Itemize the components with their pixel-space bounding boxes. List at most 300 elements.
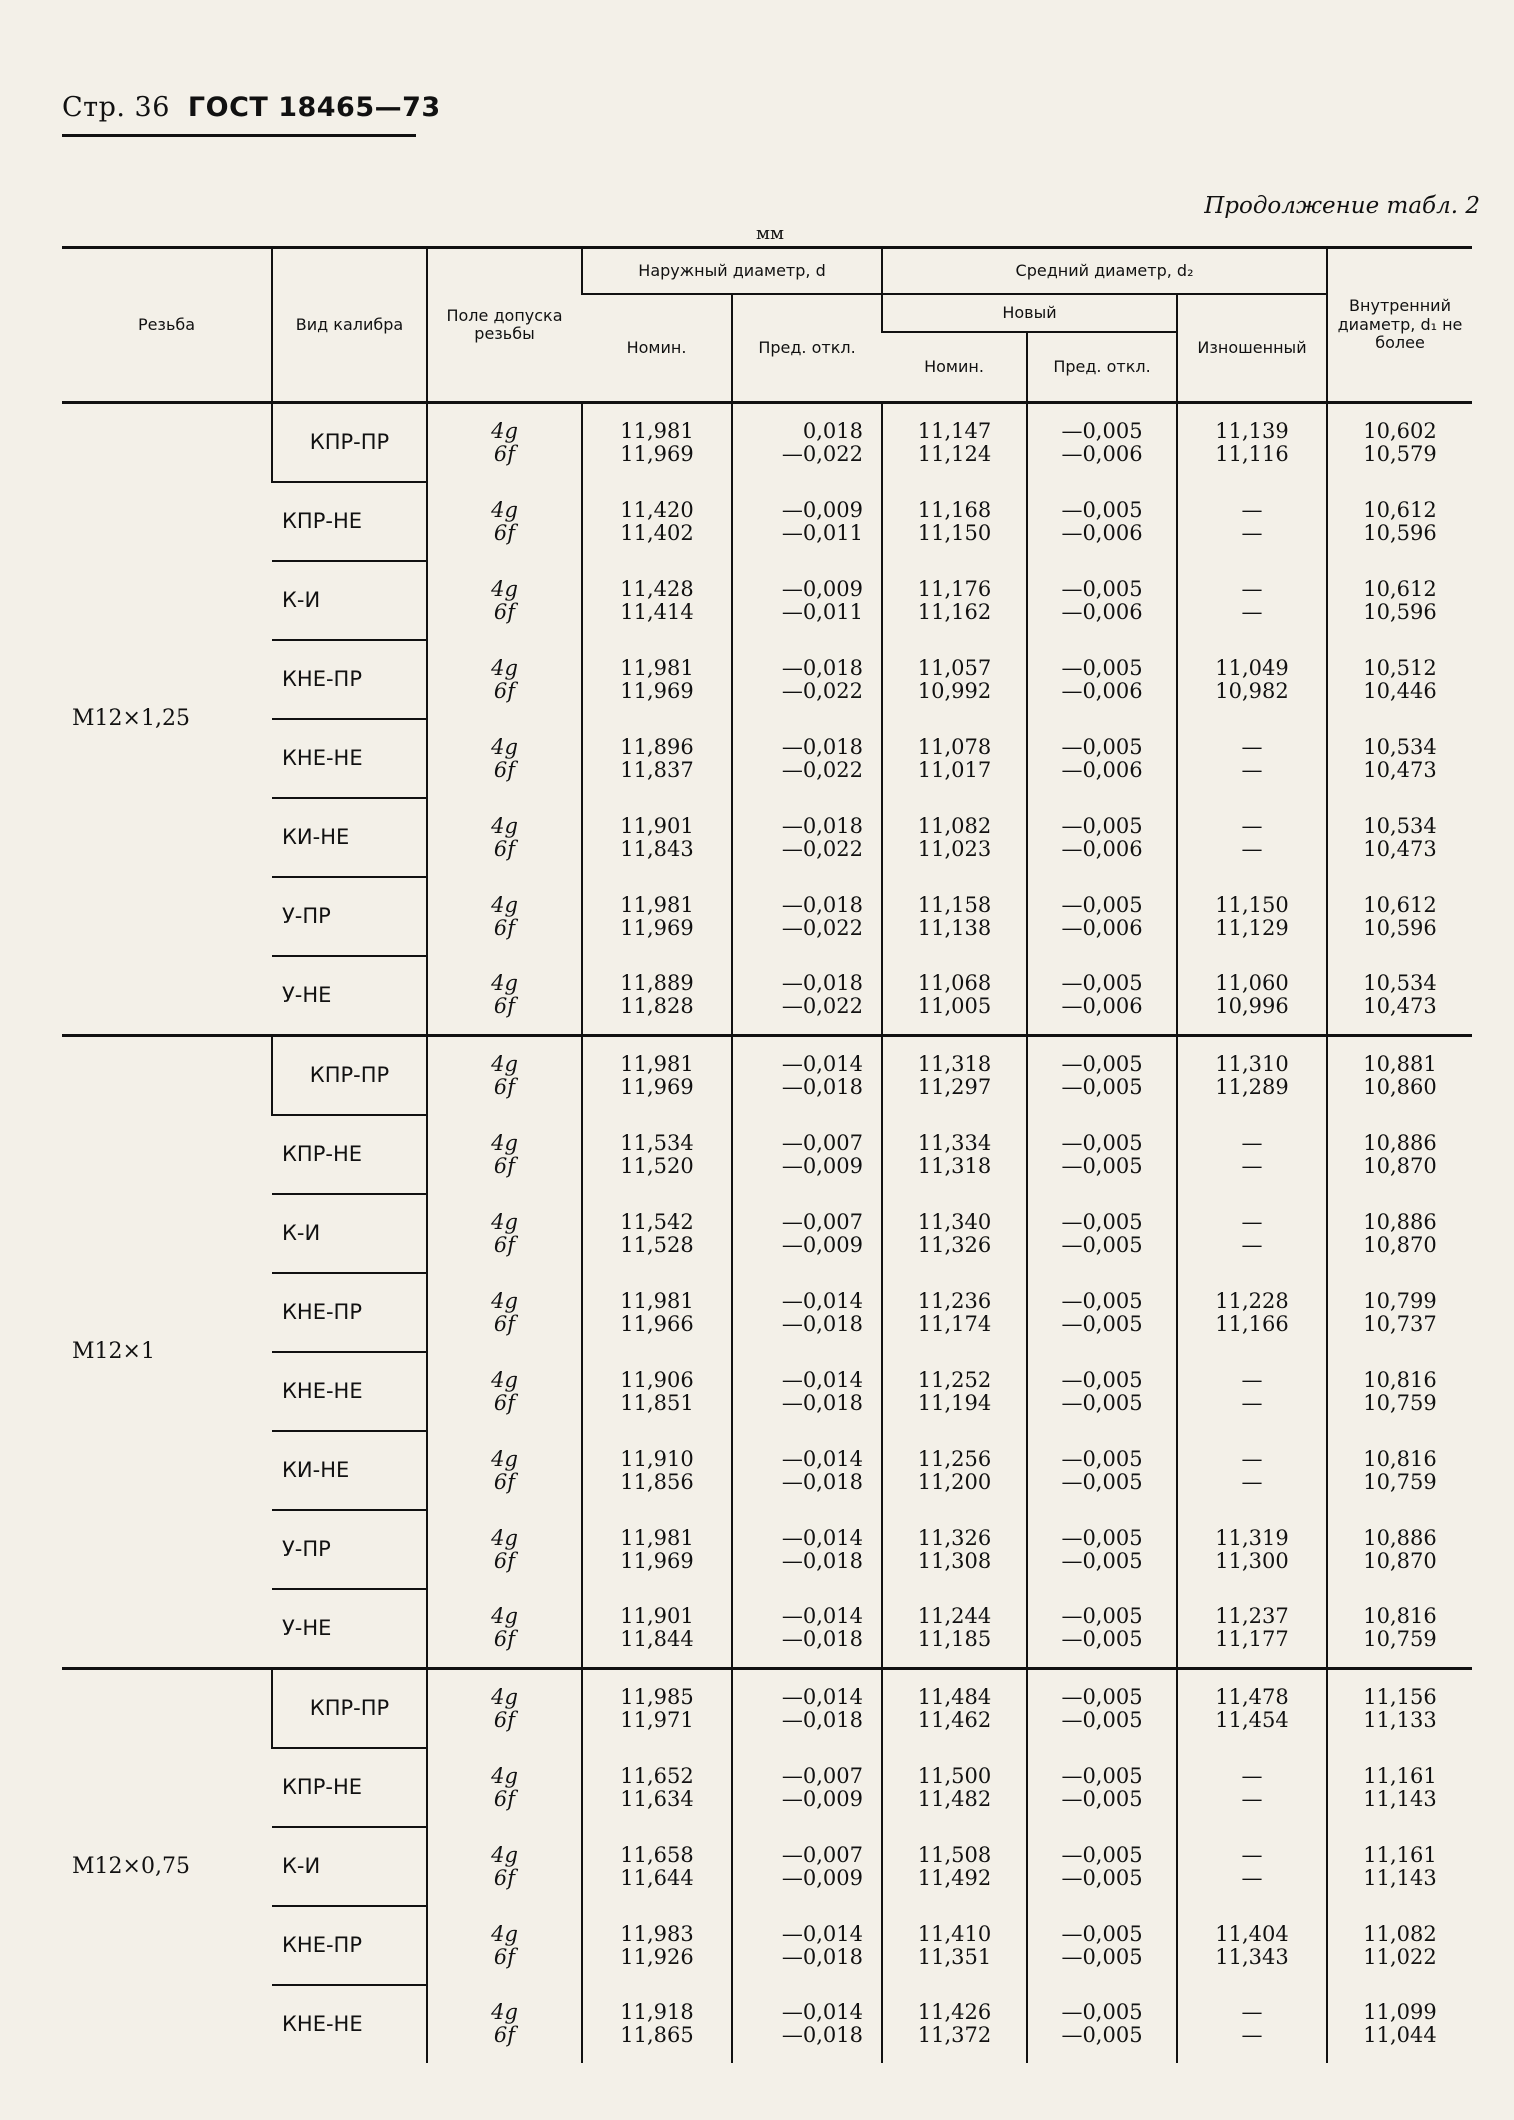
outer-deviation-upper: —0,007 (781, 1763, 863, 1788)
mid-deviation-lower: —0,005 (1061, 2023, 1143, 2047)
mid-nominal-cell (882, 1431, 1027, 1510)
worn-diameter-upper: 11,404 (1215, 1921, 1289, 1946)
mid-nominal-cell (882, 1194, 1027, 1273)
header-outer-diameter: Наружный диаметр, d (582, 248, 882, 295)
worn-diameter-upper: 11,478 (1215, 1685, 1289, 1710)
outer-nominal-cell (582, 482, 732, 561)
mid-nominal-upper: 11,244 (917, 1604, 992, 1629)
outer-deviation-lower: —0,018 (781, 1390, 863, 1415)
tolerance-field-lower: 6f (493, 599, 516, 624)
gauge-type-cell: КНЕ-ПР (272, 1906, 427, 1985)
tolerance-field-cell (427, 1985, 582, 2063)
mid-nominal-cell (882, 1273, 1027, 1352)
page-number: Стр. 36 (62, 92, 170, 123)
outer-deviation-lower: —0,022 (781, 994, 863, 1018)
inner-diameter-lower: 11,044 (1363, 2023, 1437, 2047)
mid-deviation-cell (1027, 1589, 1177, 1669)
inner-diameter-upper: 10,534 (1363, 734, 1437, 759)
outer-nominal-upper: 11,896 (620, 734, 694, 759)
mid-nominal-cell (882, 403, 1027, 483)
worn-diameter-cell (1177, 1510, 1327, 1589)
mid-deviation-upper: —0,005 (1061, 1367, 1143, 1392)
mid-deviation-lower: —0,006 (1061, 915, 1143, 940)
inner-diameter-lower: 10,473 (1363, 757, 1437, 782)
worn-diameter-upper: — (1241, 1446, 1263, 1471)
worn-diameter-upper: 11,237 (1215, 1604, 1289, 1629)
worn-diameter-lower: 11,289 (1215, 1075, 1289, 1099)
worn-diameter-upper: — (1241, 1209, 1263, 1234)
outer-nominal-upper: 11,981 (620, 1288, 694, 1313)
gauge-type-cell: КПР-ПР (272, 403, 427, 483)
mid-deviation-lower: —0,006 (1061, 994, 1143, 1018)
mid-nominal-upper: 11,147 (917, 419, 992, 444)
worn-diameter-lower: 10,982 (1215, 678, 1289, 703)
mid-deviation-cell (1027, 640, 1177, 719)
mid-nominal-upper: 11,508 (917, 1842, 992, 1867)
mid-nominal-cell (882, 877, 1027, 956)
inner-diameter-cell (1327, 1906, 1472, 1985)
mid-deviation-cell (1027, 1194, 1177, 1273)
outer-deviation-cell (732, 1036, 882, 1116)
gauge-type-cell: КПР-НЕ (272, 1748, 427, 1827)
tolerance-field-upper: 4g (491, 1685, 518, 1710)
tolerance-field-lower: 6f (493, 1627, 516, 1651)
inner-diameter-cell (1327, 798, 1472, 877)
tolerance-field-upper: 4g (491, 1763, 518, 1788)
mid-deviation-upper: —0,005 (1061, 655, 1143, 680)
worn-diameter-lower: — (1241, 599, 1263, 624)
worn-diameter-cell (1177, 1906, 1327, 1985)
outer-deviation-lower: —0,009 (781, 1786, 863, 1811)
inner-diameter-upper: 10,881 (1363, 1052, 1437, 1077)
mid-deviation-upper: —0,005 (1061, 2000, 1143, 2025)
mid-deviation-cell (1027, 1669, 1177, 1749)
worn-diameter-lower: — (1241, 520, 1263, 545)
outer-deviation-cell (732, 403, 882, 483)
outer-deviation-upper: —0,018 (781, 655, 863, 680)
tolerance-field-lower: 6f (493, 757, 516, 782)
worn-diameter-cell (1177, 1036, 1327, 1116)
worn-diameter-upper: — (1241, 734, 1263, 759)
mid-nominal-cell (882, 1352, 1027, 1431)
gauge-type-cell: К-И (272, 561, 427, 640)
tolerance-field-lower: 6f (493, 678, 516, 703)
mid-nominal-cell (882, 1589, 1027, 1669)
inner-diameter-cell (1327, 1748, 1472, 1827)
mid-nominal-lower: 11,297 (917, 1075, 992, 1099)
outer-deviation-upper: 0,018 (802, 419, 863, 444)
inner-diameter-cell (1327, 482, 1472, 561)
mid-nominal-cell (882, 1748, 1027, 1827)
tolerance-field-lower: 6f (493, 1944, 516, 1969)
outer-deviation-cell (732, 482, 882, 561)
mid-deviation-cell (1027, 1115, 1177, 1194)
mid-nominal-cell (882, 956, 1027, 1036)
tolerance-field-lower: 6f (493, 1786, 516, 1811)
outer-deviation-lower: —0,011 (781, 520, 863, 545)
tolerance-field-cell (427, 719, 582, 798)
outer-deviation-cell (732, 1431, 882, 1510)
inner-diameter-cell (1327, 640, 1472, 719)
mid-nominal-upper: 11,484 (917, 1685, 992, 1710)
worn-diameter-upper: 11,310 (1215, 1052, 1289, 1077)
worn-diameter-lower: 11,129 (1215, 915, 1289, 940)
tolerance-field-upper: 4g (491, 497, 518, 522)
mid-deviation-upper: —0,005 (1061, 1763, 1143, 1788)
outer-nominal-upper: 11,910 (620, 1446, 694, 1471)
inner-diameter-lower: 11,143 (1363, 1786, 1437, 1811)
mid-nominal-lower: 11,326 (917, 1232, 992, 1257)
mid-deviation-upper: —0,005 (1061, 1130, 1143, 1155)
worn-diameter-lower: — (1241, 1469, 1263, 1494)
tolerance-field-lower: 6f (493, 1153, 516, 1178)
worn-diameter-cell (1177, 1194, 1327, 1273)
header-field: Поле допуска резьбы (427, 248, 582, 403)
outer-deviation-upper: —0,014 (781, 2000, 863, 2025)
tolerance-field-upper: 4g (491, 1921, 518, 1946)
header-thread: Резьба (62, 248, 272, 403)
mid-deviation-cell (1027, 1036, 1177, 1116)
tolerance-field-upper: 4g (491, 1052, 518, 1077)
mid-nominal-lower: 11,162 (917, 599, 992, 624)
inner-diameter-lower: 10,473 (1363, 994, 1437, 1018)
mid-nominal-upper: 11,176 (917, 576, 992, 601)
inner-diameter-lower: 10,870 (1363, 1153, 1437, 1178)
tolerance-field-upper: 4g (491, 1842, 518, 1867)
inner-diameter-lower: 11,143 (1363, 1865, 1437, 1890)
worn-diameter-cell (1177, 1115, 1327, 1194)
outer-deviation-cell (732, 1985, 882, 2063)
worn-diameter-lower: — (1241, 836, 1263, 861)
inner-diameter-cell (1327, 877, 1472, 956)
mid-nominal-lower: 11,017 (917, 757, 992, 782)
mid-nominal-upper: 11,057 (917, 655, 992, 680)
worn-diameter-lower: 11,454 (1215, 1708, 1289, 1732)
inner-diameter-lower: 10,860 (1363, 1075, 1437, 1099)
outer-deviation-lower: —0,018 (781, 1469, 863, 1494)
mid-deviation-lower: —0,005 (1061, 1786, 1143, 1811)
inner-diameter-cell (1327, 1985, 1472, 2063)
outer-deviation-upper: —0,014 (781, 1685, 863, 1710)
outer-deviation-upper: —0,018 (781, 892, 863, 917)
mid-deviation-cell (1027, 1906, 1177, 1985)
tolerance-field-cell (427, 956, 582, 1036)
outer-nominal-upper: 11,901 (620, 813, 694, 838)
mid-nominal-lower: 11,023 (917, 836, 992, 861)
worn-diameter-upper: 11,139 (1215, 419, 1289, 444)
tolerance-field-cell (427, 877, 582, 956)
thread-designation-cell: M12×0,75 (62, 1669, 272, 2064)
outer-nominal-cell (582, 1589, 732, 1669)
outer-nominal-upper: 11,981 (620, 655, 694, 680)
outer-nominal-upper: 11,918 (620, 2000, 694, 2025)
mid-nominal-upper: 11,500 (917, 1763, 992, 1788)
worn-diameter-cell (1177, 956, 1327, 1036)
outer-nominal-upper: 11,428 (620, 576, 694, 601)
outer-deviation-cell (732, 1669, 882, 1749)
mid-nominal-lower: 11,005 (917, 994, 992, 1018)
tolerance-field-upper: 4g (491, 1604, 518, 1629)
tolerance-field-lower: 6f (493, 1708, 516, 1732)
outer-deviation-cell (732, 1115, 882, 1194)
inner-diameter-upper: 10,816 (1363, 1446, 1437, 1471)
inner-diameter-lower: 10,737 (1363, 1311, 1437, 1336)
tolerance-field-upper: 4g (491, 1209, 518, 1234)
outer-nominal-cell (582, 1985, 732, 2063)
table-row (62, 1589, 1472, 1669)
outer-deviation-upper: —0,014 (781, 1367, 863, 1392)
outer-deviation-cell (732, 640, 882, 719)
tolerance-field-upper: 4g (491, 734, 518, 759)
inner-diameter-upper: 10,612 (1363, 497, 1437, 522)
outer-nominal-cell (582, 1431, 732, 1510)
outer-deviation-upper: —0,014 (781, 1921, 863, 1946)
mid-nominal-lower: 11,462 (917, 1708, 992, 1732)
inner-diameter-upper: 10,602 (1363, 419, 1437, 444)
inner-diameter-cell (1327, 1273, 1472, 1352)
inner-diameter-upper: 10,534 (1363, 971, 1437, 996)
inner-diameter-upper: 10,612 (1363, 892, 1437, 917)
mid-deviation-cell (1027, 482, 1177, 561)
table-body (62, 403, 1472, 2064)
tolerance-field-cell (427, 1589, 582, 1669)
worn-diameter-cell (1177, 1589, 1327, 1669)
inner-diameter-cell (1327, 1036, 1472, 1116)
inner-diameter-cell (1327, 403, 1472, 483)
outer-nominal-cell (582, 956, 732, 1036)
outer-deviation-lower: —0,009 (781, 1865, 863, 1890)
mid-nominal-upper: 11,326 (917, 1525, 992, 1550)
tolerance-field-upper: 4g (491, 813, 518, 838)
inner-diameter-lower: 11,022 (1363, 1944, 1437, 1969)
gauge-type-cell: КПР-НЕ (272, 482, 427, 561)
gauge-type-cell: КНЕ-НЕ (272, 1352, 427, 1431)
outer-nominal-cell (582, 877, 732, 956)
table-continuation-label: Продолжение табл. 2 (1204, 193, 1480, 219)
gauge-type-cell: У-ПР (272, 1510, 427, 1589)
tolerance-field-cell (427, 1431, 582, 1510)
mid-deviation-upper: —0,005 (1061, 1052, 1143, 1077)
outer-deviation-lower: —0,018 (781, 2023, 863, 2047)
worn-diameter-lower: — (1241, 1390, 1263, 1415)
mid-deviation-cell (1027, 719, 1177, 798)
outer-deviation-cell (732, 561, 882, 640)
mid-nominal-cell (882, 640, 1027, 719)
outer-nominal-lower: 11,969 (620, 915, 694, 940)
mid-deviation-upper: —0,005 (1061, 1446, 1143, 1471)
inner-diameter-cell (1327, 1510, 1472, 1589)
outer-nominal-cell (582, 1748, 732, 1827)
inner-diameter-upper: 11,082 (1363, 1921, 1437, 1946)
inner-diameter-cell (1327, 1669, 1472, 1749)
outer-nominal-upper: 11,420 (620, 497, 694, 522)
table-row (62, 1036, 1472, 1116)
mid-deviation-cell (1027, 561, 1177, 640)
outer-deviation-cell (732, 1510, 882, 1589)
mid-deviation-upper: —0,005 (1061, 734, 1143, 759)
inner-diameter-lower: 10,870 (1363, 1548, 1437, 1573)
worn-diameter-cell (1177, 798, 1327, 877)
mid-nominal-cell (882, 1510, 1027, 1589)
outer-deviation-upper: —0,018 (781, 813, 863, 838)
outer-deviation-upper: —0,014 (781, 1604, 863, 1629)
tolerance-field-lower: 6f (493, 1390, 516, 1415)
mid-deviation-lower: —0,006 (1061, 757, 1143, 782)
worn-diameter-upper: — (1241, 813, 1263, 838)
inner-diameter-upper: 11,156 (1363, 1685, 1437, 1710)
mid-deviation-upper: —0,005 (1061, 1604, 1143, 1629)
outer-deviation-lower: —0,009 (781, 1232, 863, 1257)
mid-nominal-lower: 11,482 (917, 1786, 992, 1811)
inner-diameter-cell (1327, 1589, 1472, 1669)
table-row (62, 1273, 1472, 1352)
worn-diameter-cell (1177, 1273, 1327, 1352)
header-outer-deviation: Пред. откл. (732, 294, 882, 403)
tolerance-field-lower: 6f (493, 442, 516, 466)
table-row (62, 877, 1472, 956)
worn-diameter-lower: 11,300 (1215, 1548, 1289, 1573)
header-mid-new: Новый (882, 294, 1177, 332)
worn-diameter-cell (1177, 1985, 1327, 2063)
inner-diameter-upper: 10,886 (1363, 1209, 1437, 1234)
outer-nominal-lower: 11,969 (620, 678, 694, 703)
outer-nominal-cell (582, 1827, 732, 1906)
inner-diameter-lower: 10,870 (1363, 1232, 1437, 1257)
gauge-type-cell: К-И (272, 1194, 427, 1273)
table-row (62, 1669, 1472, 1749)
mid-nominal-lower: 11,492 (917, 1865, 992, 1890)
mid-nominal-upper: 11,256 (917, 1446, 992, 1471)
tolerance-field-cell (427, 561, 582, 640)
mid-deviation-cell (1027, 403, 1177, 483)
tolerance-field-cell (427, 1194, 582, 1273)
worn-diameter-lower: — (1241, 757, 1263, 782)
standard-number: ГОСТ 18465—73 (187, 92, 441, 123)
tolerance-field-cell (427, 1352, 582, 1431)
gauge-type-cell: КИ-НЕ (272, 1431, 427, 1510)
table-row (62, 482, 1472, 561)
worn-diameter-cell (1177, 877, 1327, 956)
outer-nominal-cell (582, 640, 732, 719)
tolerance-table (62, 246, 1472, 2063)
mid-deviation-cell (1027, 1352, 1177, 1431)
gauge-type-cell: У-ПР (272, 877, 427, 956)
worn-diameter-upper: 11,228 (1215, 1288, 1289, 1313)
outer-deviation-cell (732, 798, 882, 877)
header-gauge: Вид калибра (272, 248, 427, 403)
mid-deviation-cell (1027, 798, 1177, 877)
tolerance-field-upper: 4g (491, 2000, 518, 2025)
worn-diameter-lower: — (1241, 1232, 1263, 1257)
mid-deviation-lower: —0,005 (1061, 1469, 1143, 1494)
outer-deviation-upper: —0,014 (781, 1525, 863, 1550)
gauge-type-cell: КИ-НЕ (272, 798, 427, 877)
tolerance-field-upper: 4g (491, 419, 518, 444)
tolerance-field-cell (427, 1906, 582, 1985)
worn-diameter-upper: 11,319 (1215, 1525, 1289, 1550)
mid-deviation-lower: —0,005 (1061, 1153, 1143, 1178)
outer-nominal-lower: 11,837 (620, 757, 694, 782)
inner-diameter-upper: 11,161 (1363, 1842, 1437, 1867)
outer-deviation-upper: —0,018 (781, 734, 863, 759)
mid-deviation-upper: —0,005 (1061, 1921, 1143, 1946)
mid-deviation-cell (1027, 877, 1177, 956)
mid-nominal-cell (882, 719, 1027, 798)
page-header (62, 92, 441, 123)
tolerance-field-lower: 6f (493, 1469, 516, 1494)
tolerance-field-upper: 4g (491, 1130, 518, 1155)
table-row (62, 1827, 1472, 1906)
worn-diameter-upper: — (1241, 1130, 1263, 1155)
tolerance-table-container (62, 246, 1472, 2063)
outer-deviation-upper: —0,009 (781, 576, 863, 601)
outer-deviation-upper: —0,007 (781, 1842, 863, 1867)
outer-nominal-cell (582, 798, 732, 877)
tolerance-field-lower: 6f (493, 1548, 516, 1573)
outer-nominal-cell (582, 1036, 732, 1116)
outer-nominal-cell (582, 719, 732, 798)
mid-nominal-lower: 11,318 (917, 1153, 992, 1178)
mid-deviation-cell (1027, 1431, 1177, 1510)
mid-nominal-lower: 11,194 (917, 1390, 992, 1415)
table-row (62, 719, 1472, 798)
worn-diameter-upper: — (1241, 2000, 1263, 2025)
mid-deviation-cell (1027, 1985, 1177, 2063)
gauge-type-cell: КПР-НЕ (272, 1115, 427, 1194)
outer-nominal-upper: 11,981 (620, 1525, 694, 1550)
outer-nominal-upper: 11,889 (620, 971, 694, 996)
table-row (62, 1194, 1472, 1273)
table-row (62, 798, 1472, 877)
outer-nominal-upper: 11,985 (620, 1685, 694, 1710)
mid-nominal-cell (882, 1669, 1027, 1749)
mid-nominal-lower: 11,351 (917, 1944, 992, 1969)
worn-diameter-lower: 11,343 (1215, 1944, 1289, 1969)
inner-diameter-lower: 10,596 (1363, 520, 1437, 545)
outer-nominal-lower: 11,969 (620, 1075, 694, 1099)
mid-nominal-cell (882, 1906, 1027, 1985)
outer-nominal-cell (582, 1115, 732, 1194)
outer-nominal-cell (582, 1510, 732, 1589)
worn-diameter-lower: 10,996 (1215, 994, 1289, 1018)
outer-deviation-lower: —0,018 (781, 1075, 863, 1099)
outer-deviation-lower: —0,022 (781, 757, 863, 782)
gauge-type-cell: КНЕ-НЕ (282, 2012, 363, 2037)
header-mid-diameter: Средний диаметр, d₂ (882, 248, 1327, 295)
outer-nominal-upper: 11,981 (620, 419, 694, 444)
worn-diameter-lower: — (1241, 2023, 1263, 2047)
outer-deviation-lower: —0,018 (781, 1627, 863, 1651)
outer-nominal-lower: 11,828 (620, 994, 694, 1018)
tolerance-field-lower: 6f (493, 1865, 516, 1890)
mid-nominal-lower: 11,124 (917, 442, 992, 466)
mid-nominal-upper: 11,078 (917, 734, 992, 759)
tolerance-field-cell (427, 1669, 582, 1749)
outer-nominal-lower: 11,851 (620, 1390, 694, 1415)
outer-deviation-lower: —0,018 (781, 1548, 863, 1573)
tolerance-field-upper: 4g (491, 1446, 518, 1471)
worn-diameter-cell (1177, 1431, 1327, 1510)
worn-diameter-lower: — (1241, 1786, 1263, 1811)
inner-diameter-cell (1327, 1827, 1472, 1906)
mid-deviation-lower: —0,005 (1061, 1865, 1143, 1890)
tolerance-field-lower: 6f (493, 1311, 516, 1336)
tolerance-field-cell (427, 403, 582, 483)
mid-deviation-lower: —0,005 (1061, 1232, 1143, 1257)
mid-nominal-upper: 11,068 (917, 971, 992, 996)
mid-deviation-lower: —0,005 (1061, 1311, 1143, 1336)
mid-nominal-lower: 11,138 (917, 915, 992, 940)
